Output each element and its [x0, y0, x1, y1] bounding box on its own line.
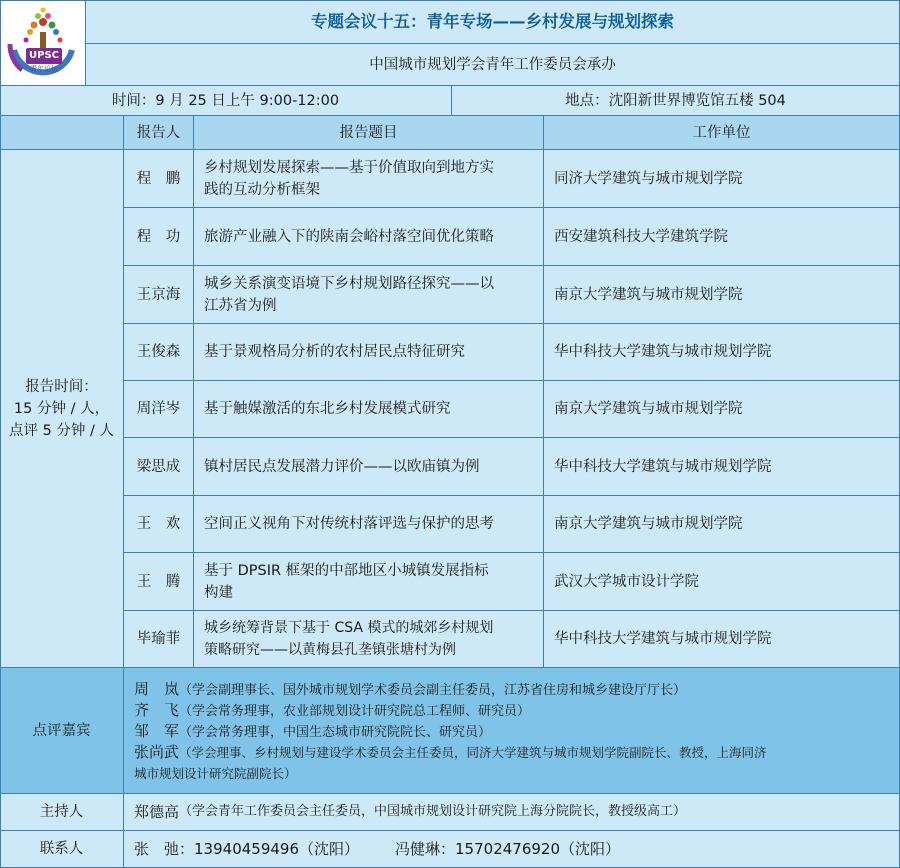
- table-row-topic: 基于景观格局分析的农村居民点特征研究: [194, 324, 544, 381]
- table-row-topic: 基于触媒激活的东北乡村发展模式研究: [194, 381, 544, 438]
- header-topic: 报告题目: [194, 116, 544, 150]
- topic-line: 策略研究——以黄梅县孔垄镇张塘村为例: [204, 642, 456, 658]
- topic-line: 城乡关系演变语境下乡村规划路径探究——以: [204, 275, 494, 292]
- host-name: 郑德高: [134, 803, 180, 821]
- table-row-speaker: 王京海: [124, 266, 194, 324]
- table-row-topic: 旅游产业融入下的陕南会峪村落空间优化策略: [194, 208, 544, 266]
- page-title: 专题会议十五：青年专场——乡村发展与规划探索: [86, 0, 900, 44]
- contact-row: [124, 831, 900, 868]
- reviewer-desc: （学会常务理事，农业部规划设计研究院总工程师、研究员）: [179, 704, 531, 719]
- time-info: 时间：9 月 25 日上午 9:00-12:00: [0, 86, 452, 116]
- reviewer-desc: （学会常务理事，中国生态城市研究院院长、研究员）: [179, 725, 492, 740]
- table-row-topic: [194, 150, 544, 208]
- contact-name: 张 弛：: [134, 840, 195, 858]
- reviewer-name: 周 岚: [134, 680, 180, 698]
- topic-line: 构建: [204, 584, 233, 601]
- header-blank: [0, 116, 124, 150]
- table-row-speaker: 毕瑜菲: [124, 611, 194, 668]
- header-speaker: 报告人: [124, 116, 194, 150]
- reviewer-desc-continued: 城市规划设计研究院副院长）: [134, 766, 297, 781]
- table-row-unit: 南京大学建筑与城市规划学院: [544, 496, 900, 553]
- table-row-topic: 镇村居民点发展潜力评价——以欧庙镇为例: [194, 438, 544, 496]
- contact-label: 联系人: [0, 831, 124, 868]
- table-row-speaker: 周洋岑: [124, 381, 194, 438]
- table-row-unit: 华中科技大学建筑与城市规划学院: [544, 611, 900, 668]
- reviewer-name: 齐 飞: [134, 701, 180, 719]
- table-row-topic: [194, 611, 544, 668]
- table-row-unit: 南京大学建筑与城市规划学院: [544, 266, 900, 324]
- table-row-speaker: 梁思成: [124, 438, 194, 496]
- table-row-speaker: 程 功: [124, 208, 194, 266]
- table-row-unit: 华中科技大学建筑与城市规划学院: [544, 438, 900, 496]
- reviewer-desc: （学会副理事长、国外城市规划学术委员会副主任委员，江苏省住房和城乡建设厅厅长）: [179, 683, 687, 698]
- host-label: 主持人: [0, 794, 124, 831]
- topic-line: 基于 DPSIR 框架的中部地区小城镇发展指标: [204, 562, 489, 579]
- host-row: [124, 794, 900, 831]
- reviewer-name: 邹 军: [134, 722, 180, 740]
- contact-phone: 13940459496（沈阳）: [194, 840, 359, 858]
- topic-line: 乡村规划发展探索——基于价值取向到地方实: [204, 159, 494, 176]
- report-time-line-2: 15 分钟 / 人，: [13, 400, 110, 417]
- reviewer-name: 张尚武: [134, 743, 180, 761]
- organizer-line: 中国城市规划学会青年工作委员会承办: [86, 44, 900, 86]
- host-desc: （学会青年工作委员会主任委员，中国城市规划设计研究院上海分院院长，教授级高工）: [179, 804, 687, 819]
- report-time-cell: [0, 150, 124, 668]
- table-row-topic: [194, 553, 544, 611]
- report-time-line-1: 报告时间：: [25, 378, 98, 395]
- table-row-topic: [194, 266, 544, 324]
- logo-subtext: 青年论坛: [30, 65, 58, 73]
- reviewer-desc: （学会理事、乡村规划与建设学术委员会主任委员，同济大学建筑与城市规划学院副院长、教授，上海同济: [179, 745, 767, 760]
- table-row-speaker: 王 欢: [124, 496, 194, 553]
- logo-text: UPSC: [26, 48, 62, 64]
- reviewers-label: 点评嘉宾: [0, 668, 124, 794]
- table-row-speaker: 王俊森: [124, 324, 194, 381]
- topic-line: 城乡统筹背景下基于 CSA 模式的城郊乡村规划: [204, 620, 494, 636]
- topic-line: 践的互动分析框架: [204, 181, 320, 198]
- reviewer-item: [134, 741, 767, 764]
- upsc-logo: [0, 0, 86, 86]
- table-row-unit: 同济大学建筑与城市规划学院: [544, 150, 900, 208]
- contact-name: 冯健琳：: [395, 840, 456, 858]
- table-row-speaker: 王 腾: [124, 553, 194, 611]
- table-row-unit: 武汉大学城市设计学院: [544, 553, 900, 611]
- table-row-unit: 南京大学建筑与城市规划学院: [544, 381, 900, 438]
- table-row-unit: 西安建筑科技大学建筑学院: [544, 208, 900, 266]
- table-row-speaker: 程 鹏: [124, 150, 194, 208]
- header-unit: 工作单位: [544, 116, 900, 150]
- report-time-line-3: 点评 5 分钟 / 人: [8, 422, 115, 439]
- location-info: 地点：沈阳新世界博览馆五楼 504: [452, 86, 900, 116]
- table-row-unit: 华中科技大学建筑与城市规划学院: [544, 324, 900, 381]
- topic-line: 江苏省为例: [204, 297, 277, 314]
- contact-phone: 15702476920（沈阳）: [455, 840, 620, 858]
- table-row-topic: 空间正义视角下对传统村落评选与保护的思考: [194, 496, 544, 553]
